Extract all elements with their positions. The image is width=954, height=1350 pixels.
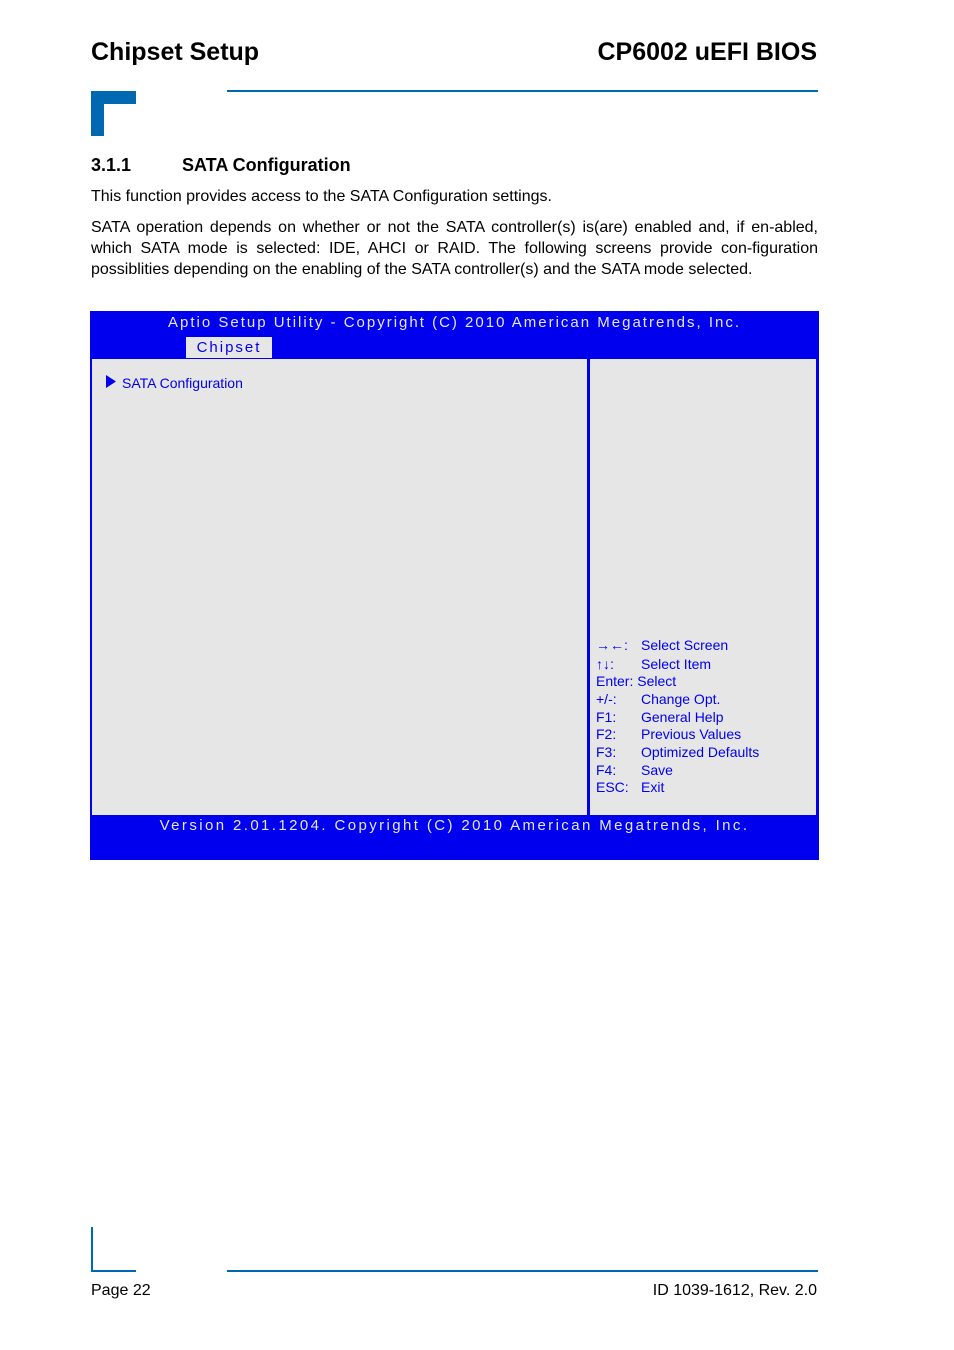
header-rule <box>227 90 818 92</box>
bios-help-panel <box>590 359 816 815</box>
footer-rule <box>227 1270 818 1272</box>
section-heading <box>91 154 351 176</box>
section-number: 3.1.1 <box>91 155 132 175</box>
help-row-select-screen: →←: Select Screen <box>596 637 729 653</box>
description-paragraph: SATA operation depends on whether or not the SATA controller(s) is(are) enabled and, if en-abled, which SATA mode is selected: IDE, AHCI or RAID. The following screens provide con-figuration possiblities depending on the enabling of the SATA controller(s) and the SATA mode selected. <box>91 219 818 278</box>
help-row-change-opt: +/-: Change Opt. <box>596 691 721 707</box>
menu-item-sata-configuration[interactable] <box>105 374 243 392</box>
corner-bracket-bottom-horizontal <box>91 1270 136 1272</box>
help-row-save: F4: Save <box>596 762 673 778</box>
help-row-exit: ESC: Exit <box>596 779 665 795</box>
help-row-enter-select: Enter: Select <box>596 673 677 689</box>
corner-bracket-top-vertical <box>91 91 104 136</box>
bios-screen <box>90 311 819 860</box>
bios-menu-panel <box>92 359 587 815</box>
help-row-previous-values: F2: Previous Values <box>596 726 742 742</box>
menu-item-label: SATA Configuration <box>122 375 243 391</box>
page-number: Page 22 <box>91 1282 151 1299</box>
header-manual-title: CP6002 uEFI BIOS <box>597 38 817 66</box>
document-id: ID 1039-1612, Rev. 2.0 <box>652 1282 817 1299</box>
tab-chipset[interactable]: Chipset <box>186 337 272 358</box>
help-row-select-item: ↑↓: Select Item <box>596 656 712 672</box>
intro-paragraph: This function provides access to the SATA Configuration settings. <box>91 188 552 205</box>
help-row-optimized-defaults: F3: Optimized Defaults <box>596 744 760 760</box>
help-row-general-help: F1: General Help <box>596 709 724 725</box>
header-chapter-title: Chipset Setup <box>91 38 260 66</box>
bios-title-bar: Aptio Setup Utility - Copyright (C) 2010 American Megatrends, Inc. <box>167 314 742 331</box>
corner-bracket-bottom-vertical <box>91 1227 93 1272</box>
right-triangle-icon <box>105 374 122 392</box>
bios-version-bar: Version 2.01.1204. Copyright (C) 2010 American Megatrends, Inc. <box>159 817 750 834</box>
section-title: SATA Configuration <box>182 155 351 175</box>
